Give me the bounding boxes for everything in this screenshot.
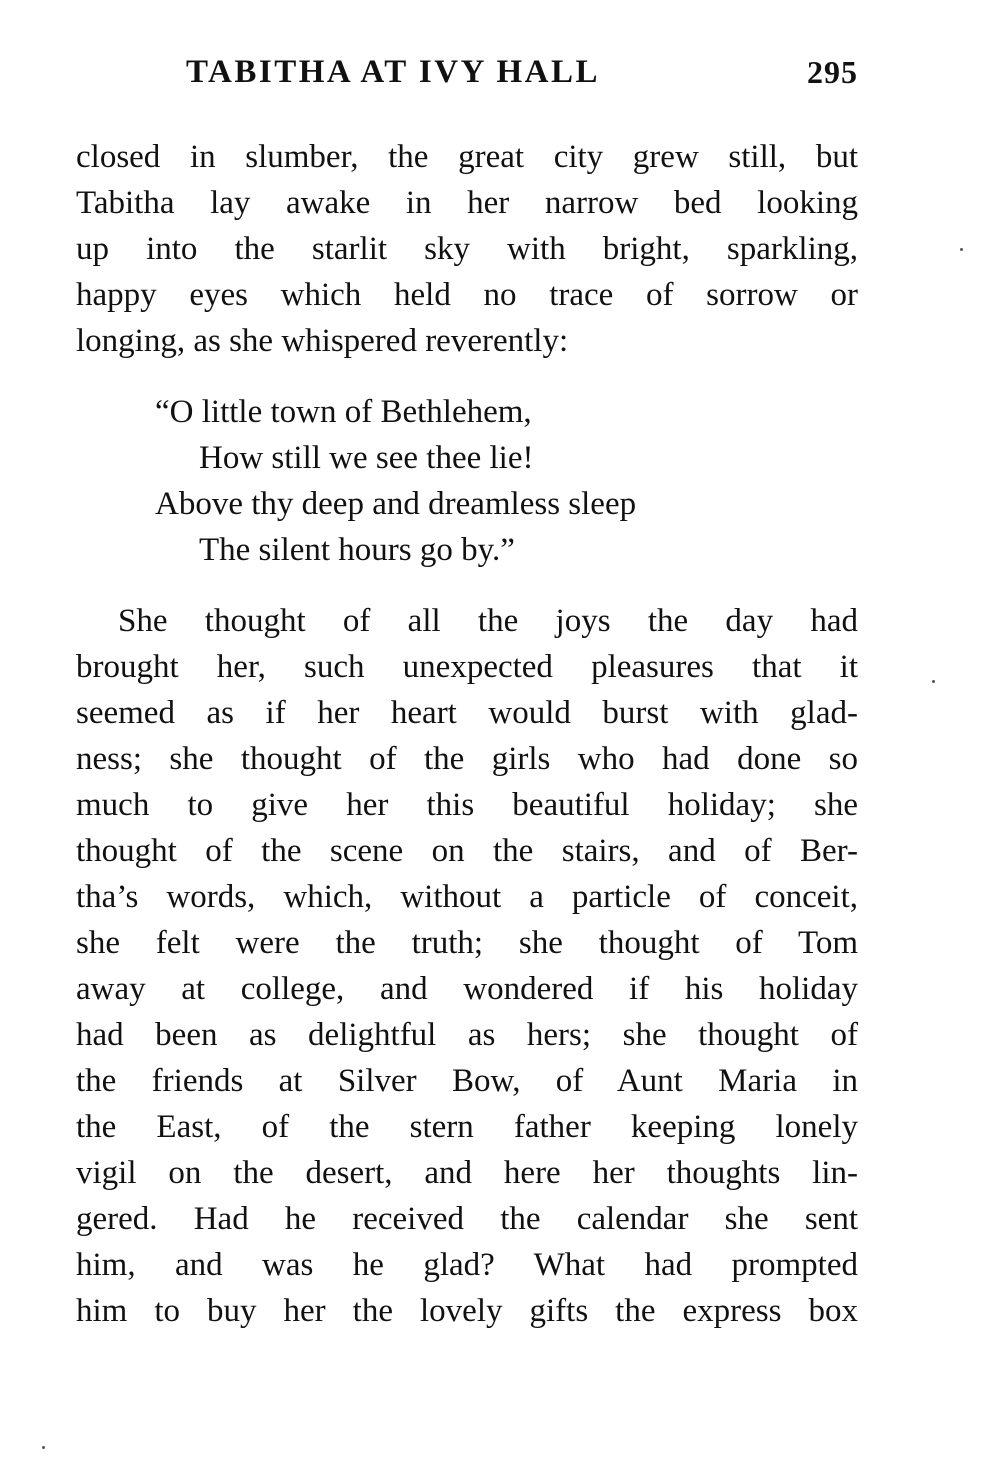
text-line: seemed as if her heart would burst with glad- (76, 695, 858, 731)
scan-speck (960, 248, 963, 251)
text-line: up into the starlit sky with bright, sparkling, (76, 231, 858, 267)
text-line: ness; she thought of the girls who had done so (76, 741, 858, 777)
poem-line: Above thy deep and dreamless sleep (155, 486, 637, 522)
text-line: much to give her this beautiful holiday; she (76, 787, 858, 823)
running-title: TABITHA AT IVY HALL (186, 54, 600, 90)
text-line: thought of the scene on the stairs, and of Ber- (76, 833, 858, 869)
paragraph-2 (76, 598, 858, 1334)
text-line: gered. Had he received the calendar she sent (76, 1201, 858, 1237)
text-line: brought her, such unexpected pleasures that it (76, 649, 858, 685)
scan-speck (42, 1446, 45, 1449)
poem-quotation (155, 389, 636, 573)
poem-line: The silent hours go by.” (199, 532, 515, 568)
poem-line: How still we see thee lie! (199, 440, 534, 476)
text-line: she felt were the truth; she thought of Tom (76, 925, 858, 961)
text-line: tha’s words, which, without a particle of conceit, (76, 879, 858, 915)
text-line: closed in slumber, the great city grew still, but (76, 139, 858, 175)
text-line: the East, of the stern father keeping lonely (76, 1109, 858, 1145)
text-line: Tabitha lay awake in her narrow bed looking (76, 185, 858, 221)
text-line: him to buy her the lovely gifts the express box (76, 1293, 858, 1329)
page-number: 295 (807, 54, 858, 90)
text-line: the friends at Silver Bow, of Aunt Maria in (76, 1063, 858, 1099)
text-line: longing, as she whispered reverently: (76, 323, 569, 359)
paragraph-1 (76, 134, 858, 364)
text-line: She thought of all the joys the day had (118, 603, 858, 639)
text-line: away at college, and wondered if his holiday (76, 971, 858, 1007)
text-line: him, and was he glad? What had prompted (76, 1247, 858, 1283)
text-line: happy eyes which held no trace of sorrow or (76, 277, 858, 313)
text-line: vigil on the desert, and here her thoughts lin- (76, 1155, 858, 1191)
page-header (76, 50, 858, 94)
text-line: had been as delightful as hers; she thought of (76, 1017, 858, 1053)
scan-speck (932, 680, 935, 683)
poem-line: “O little town of Bethlehem, (155, 394, 532, 430)
